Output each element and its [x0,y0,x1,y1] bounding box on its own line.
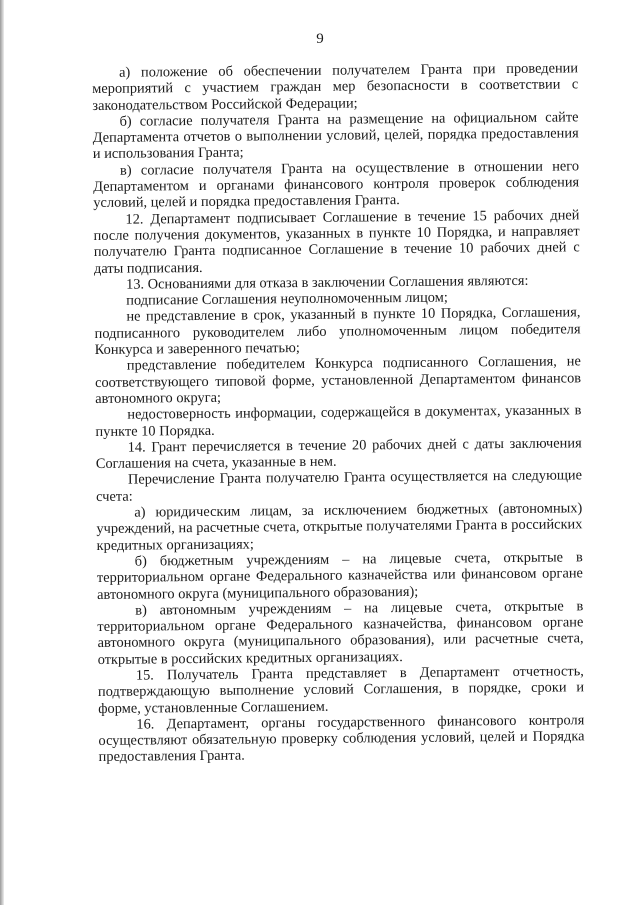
paragraph-12: 12. Департамент подписывает Соглашение в течение 15 рабочих дней после получения документов, указанных в пункте 10 Порядка, и направляет получателю Гранта подписанное Соглашение в течение 10 рабочих дней с даты подписания. [93,206,580,277]
transfer-accounts-intro: Перечисление Гранта получателю Гранта осуществляется на следующие счета: [96,467,583,505]
paragraph-16: 16. Департамент, органы государственного финансового контроля осуществляют обязательную проверку соблюдения условий, целей и Порядка предоставления Гранта. [98,712,585,766]
document-body [92,60,585,765]
paragraph-14: 14. Грант перечисляется в течение 20 рабочих дней с даты заключения Соглашения на счета, указанные в нем. [95,435,582,473]
page-number: 9 [316,31,324,47]
scan-edge-shadow [0,0,4,905]
paragraph-15: 15. Получатель Гранта представляет в Департамент отчетность, подтверждающую выполнение условий Соглашения, в порядке, сроки и форме, установленные Соглашением. [97,663,585,717]
account-type-b: б) бюджетным учреждениям – на лицевые счета, открытые в территориальном органе Федерального казначейства или финансовом органе автономного округа (муниципального образования); [96,549,583,603]
paragraph-11b: б) согласие получателя Гранта на размещение на официальном сайте Департамента отчетов о выполнении условий, целей, порядка предоставления и использования Гранта; [92,109,579,163]
refusal-reason-4: недостоверность информации, содержащейся в документах, указанных в пункте 10 Порядка. [95,402,582,440]
account-type-a: а) юридическим лицам, за исключением бюджетных (автономных) учреждений, на расчетные счета, открытые получателями Гранта в российских кредитных организациях; [96,500,583,554]
paragraph-11a: а) положение об обеспечении получателем Гранта при проведении мероприятий с участием граждан мер безопасности в соответствии с законодательством Российской Федерации; [92,60,579,114]
paragraph-11c: в) согласие получателя Гранта на осуществление в отношении него Департаментом и органами финансового контроля проверок соблюдения условий, целей и порядка предоставления Гранта. [93,158,580,212]
paragraph-13: 13. Основаниями для отказа в заключении Соглашения являются: [126,272,529,293]
refusal-reason-1: подписание Соглашения неуполномоченным лицом; [126,289,448,309]
account-type-c: в) автономным учреждениям – на лицевые счета, открытые в территориальном органе Федерального казначейства, финансовом органе автономного округа (муниципального образования), или расчетные счета, открытые в российских кредитных организациях. [97,598,584,668]
refusal-reason-3: представление победителем Конкурса подписанного Соглашения, не соответствующего типовой форме, установленной Департаментом финансов автономного округа; [94,353,582,407]
refusal-reason-2: не представление в срок, указанный в пункте 10 Порядка, Соглашения, подписанного руководителем либо уполномоченным лицом победителя Конкурса и заверенного печатью; [94,304,581,359]
